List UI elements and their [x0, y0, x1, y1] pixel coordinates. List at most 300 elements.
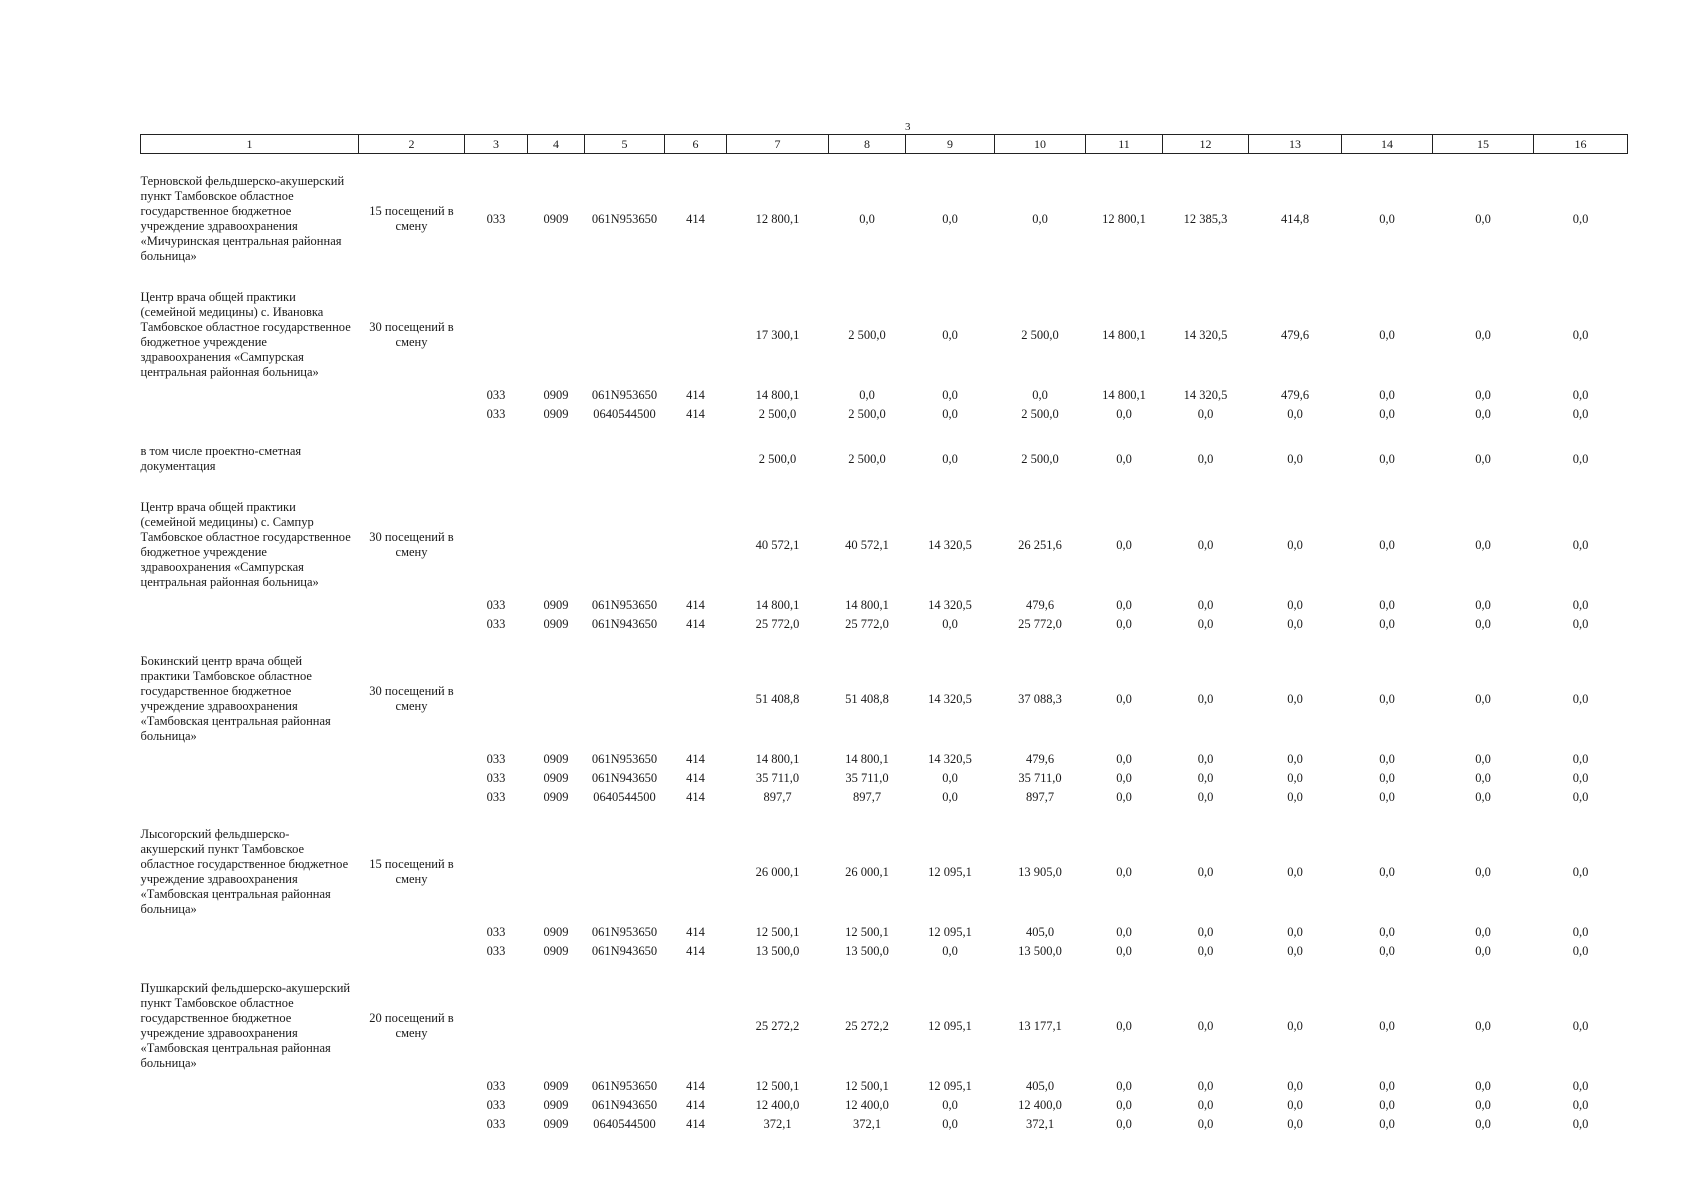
table-cell: 414 — [686, 1079, 705, 1093]
table-cell: 0,0 — [1475, 537, 1491, 552]
column-header: 7 — [727, 135, 829, 154]
table-cell: 0,0 — [1475, 691, 1491, 706]
table-row-subitem — [141, 1096, 1628, 1115]
table-cell: 12 400,0 — [755, 1098, 800, 1112]
table-cell: 13 500,0 — [755, 944, 800, 958]
table-cell: 061N953650 — [591, 925, 658, 939]
spacer-cell — [141, 634, 1628, 648]
table-cell: 0,0 — [1116, 451, 1132, 466]
table-cell: 033 — [486, 790, 506, 804]
table-cell — [665, 821, 727, 923]
table-cell: 0,0 — [942, 211, 958, 226]
table-cell: 0,0 — [1287, 790, 1303, 804]
table-cell — [528, 648, 585, 750]
table-cell: 0640544500 — [593, 1117, 656, 1131]
table-cell: 0,0 — [1379, 1098, 1395, 1112]
table-cell: 0,0 — [1379, 451, 1395, 466]
table-cell: 12 800,1 — [755, 211, 800, 226]
table-cell: 0640544500 — [593, 790, 656, 804]
institution-name — [141, 615, 359, 634]
table-cell: 0,0 — [1116, 1117, 1132, 1131]
table-cell: 0,0 — [1116, 598, 1132, 612]
table-cell: 25 772,0 — [845, 617, 889, 631]
table-cell: 0,0 — [1475, 327, 1491, 342]
spacer-cell — [141, 807, 1628, 821]
table-cell: 12 095,1 — [928, 925, 972, 939]
table-cell: 0,0 — [1287, 752, 1303, 766]
table-cell: 0,0 — [1572, 1079, 1589, 1093]
table-cell: 0909 — [543, 752, 569, 766]
table-cell: 2 500,0 — [1021, 451, 1059, 466]
table-cell: 061N943650 — [591, 1098, 658, 1112]
table-cell: 2 500,0 — [1021, 327, 1059, 342]
table-cell: 061N943650 — [591, 771, 658, 785]
budget-table — [140, 134, 1628, 1134]
table-cell — [528, 438, 585, 480]
table-row-institution — [141, 975, 1628, 1077]
spacer-cell — [141, 424, 1628, 438]
table-cell: 0,0 — [1197, 771, 1214, 785]
column-header: 9 — [906, 135, 995, 154]
table-cell: 0,0 — [1379, 388, 1395, 402]
table-cell: 0,0 — [1032, 211, 1048, 226]
table-cell: 414 — [686, 407, 705, 421]
table-cell: 0,0 — [1197, 1018, 1214, 1033]
column-header: 14 — [1342, 135, 1433, 154]
table-cell: 0,0 — [1197, 1117, 1214, 1131]
row-spacer — [141, 270, 1628, 284]
table-cell: 14 800,1 — [845, 752, 889, 766]
table-cell: 35 711,0 — [1018, 771, 1062, 785]
capacity-cell — [359, 750, 465, 769]
column-header: 8 — [829, 135, 906, 154]
spacer-cell — [141, 270, 1628, 284]
table-cell: 12 385,3 — [1183, 211, 1228, 226]
row-spacer — [141, 154, 1628, 169]
table-cell: 14 320,5 — [928, 598, 972, 612]
table-row-subitem — [141, 405, 1628, 424]
institution-name — [141, 788, 359, 807]
capacity-cell — [359, 615, 465, 634]
table-cell: 0,0 — [1379, 752, 1395, 766]
table-cell: 033 — [486, 617, 506, 631]
table-cell: 0,0 — [1475, 451, 1491, 466]
table-cell — [528, 284, 585, 386]
table-row-subitem — [141, 1115, 1628, 1134]
institution-name: Центр врача общей практики (семейной медицины) с. Ивановка Тамбовское областное государственное бюджетное учреждение здравоохранения «Сампурская центральная районная больница» — [140, 290, 351, 379]
column-header: 3 — [465, 135, 528, 154]
institution-name — [141, 769, 359, 788]
table-cell: 372,1 — [1025, 1117, 1055, 1131]
table-cell: 0,0 — [1116, 1098, 1132, 1112]
table-cell: 0,0 — [1475, 790, 1491, 804]
table-cell: 0,0 — [1379, 598, 1395, 612]
table-cell: 0,0 — [1287, 617, 1303, 631]
table-cell: 0909 — [543, 407, 569, 421]
institution-name — [141, 1115, 359, 1134]
table-cell: 14 800,1 — [755, 598, 800, 612]
table-cell: 0909 — [543, 1117, 569, 1131]
table-row-subitem — [141, 769, 1628, 788]
table-cell — [665, 438, 727, 480]
capacity-cell: 30 посещений в смену — [369, 684, 454, 713]
table-cell: 0909 — [543, 790, 569, 804]
table-cell: 0909 — [543, 211, 569, 226]
table-cell: 0640544500 — [593, 407, 656, 421]
column-header: 4 — [528, 135, 585, 154]
table-cell — [465, 648, 528, 750]
table-row-subitem — [141, 1077, 1628, 1096]
table-cell: 897,7 — [1025, 790, 1055, 804]
table-cell: 479,6 — [1025, 752, 1055, 766]
table-cell: 0,0 — [1379, 1117, 1395, 1131]
table-cell: 12 095,1 — [928, 1018, 972, 1033]
table-row-institution — [141, 494, 1628, 596]
table-row-subitem — [141, 750, 1628, 769]
table-cell: 0,0 — [1197, 1079, 1214, 1093]
table-cell: 0,0 — [1572, 598, 1589, 612]
table-cell: 0,0 — [1197, 407, 1214, 421]
table-cell: 033 — [486, 407, 506, 421]
table-cell: 0909 — [543, 617, 569, 631]
table-cell: 414 — [686, 925, 705, 939]
table-cell: 0,0 — [1287, 451, 1303, 466]
table-cell: 0,0 — [1572, 211, 1589, 226]
institution-name: Терновской фельдшерско-акушерский пункт Тамбовское областное государственное бюджетное учреждение здравоохранения «Мичуринская центральная районная больница» — [140, 174, 345, 263]
table-cell: 14 320,5 — [1183, 327, 1228, 342]
table-cell: 0,0 — [1379, 944, 1395, 958]
table-cell: 0,0 — [1475, 388, 1491, 402]
column-header: 5 — [585, 135, 665, 154]
table-cell: 0909 — [543, 1079, 569, 1093]
table-row-subitem — [141, 386, 1628, 405]
capacity-cell: 30 посещений в смену — [369, 320, 454, 349]
table-cell — [665, 648, 727, 750]
table-cell: 0,0 — [1197, 598, 1214, 612]
table-cell: 033 — [486, 388, 506, 402]
table-cell: 14 800,1 — [1102, 327, 1146, 342]
institution-name: в том числе проектно-сметная документация — [140, 444, 302, 473]
table-cell: 0,0 — [1116, 790, 1132, 804]
table-cell: 0909 — [543, 944, 569, 958]
row-spacer — [141, 807, 1628, 821]
table-cell: 2 500,0 — [1021, 407, 1059, 421]
table-cell: 12 400,0 — [1018, 1098, 1062, 1112]
table-cell: 51 408,8 — [755, 691, 800, 706]
table-cell: 0,0 — [942, 617, 958, 631]
row-spacer — [141, 424, 1628, 438]
table-cell: 0,0 — [1475, 925, 1491, 939]
table-cell: 13 905,0 — [1018, 864, 1062, 879]
column-number-row — [141, 135, 1628, 154]
table-cell: 0,0 — [1572, 1117, 1589, 1131]
table-cell: 897,7 — [763, 790, 792, 804]
table-cell — [585, 648, 665, 750]
table-cell: 0,0 — [1287, 407, 1303, 421]
row-spacer — [141, 961, 1628, 975]
table-cell: 17 300,1 — [755, 327, 800, 342]
table-cell — [528, 975, 585, 1077]
table-cell: 0,0 — [1197, 617, 1214, 631]
table-cell: 0909 — [543, 388, 569, 402]
table-cell: 25 772,0 — [1018, 617, 1062, 631]
table-cell: 061N943650 — [591, 944, 658, 958]
table-cell: 0,0 — [1572, 327, 1589, 342]
table-cell: 405,0 — [1025, 925, 1055, 939]
table-cell: 0,0 — [1116, 944, 1132, 958]
table-cell: 0,0 — [942, 771, 958, 785]
table-cell: 0,0 — [1197, 925, 1214, 939]
table-cell — [585, 975, 665, 1077]
table-cell: 0,0 — [859, 388, 875, 402]
table-cell: 0,0 — [942, 407, 958, 421]
spacer-cell — [141, 961, 1628, 975]
capacity-cell: 15 посещений в смену — [369, 857, 454, 886]
capacity-cell — [359, 596, 465, 615]
table-cell: 414 — [686, 752, 705, 766]
table-cell: 0,0 — [942, 944, 958, 958]
table-cell: 0,0 — [1572, 925, 1589, 939]
table-cell: 0,0 — [1287, 1098, 1303, 1112]
table-cell: 40 572,1 — [755, 537, 800, 552]
table-cell: 0,0 — [1475, 864, 1491, 879]
table-cell: 12 500,1 — [755, 925, 800, 939]
table-cell: 414 — [686, 1098, 705, 1112]
table-cell: 0,0 — [1287, 537, 1303, 552]
table-cell: 0,0 — [1572, 388, 1589, 402]
table-cell: 414 — [686, 1117, 705, 1131]
table-cell — [585, 494, 665, 596]
table-cell: 0,0 — [1197, 1098, 1214, 1112]
table-row-subitem — [141, 788, 1628, 807]
table-cell: 0,0 — [1287, 925, 1303, 939]
table-cell: 12 400,0 — [845, 1098, 889, 1112]
table-cell: 414 — [686, 598, 705, 612]
column-header: 15 — [1433, 135, 1534, 154]
table-cell: 0,0 — [1116, 407, 1132, 421]
table-cell: 0,0 — [1116, 771, 1132, 785]
row-spacer — [141, 634, 1628, 648]
table-cell: 479,6 — [1280, 388, 1310, 402]
table-cell: 0,0 — [942, 790, 958, 804]
table-cell: 0,0 — [1379, 211, 1395, 226]
table-cell — [665, 284, 727, 386]
table-cell: 0,0 — [1287, 691, 1303, 706]
institution-name: Лысогорский фельдшерско-акушерский пункт Тамбовское областное государственное бюджетное учреждение здравоохранения «Тамбовская центральная районная больница» — [140, 827, 349, 916]
table-cell: 033 — [486, 752, 506, 766]
table-cell: 51 408,8 — [845, 691, 889, 706]
table-cell: 14 800,1 — [755, 752, 800, 766]
table-cell: 0,0 — [1116, 537, 1132, 552]
table-cell: 2 500,0 — [758, 451, 797, 466]
table-cell: 414 — [686, 771, 705, 785]
column-header: 10 — [995, 135, 1086, 154]
table-cell: 14 320,5 — [928, 691, 972, 706]
table-cell: 0909 — [543, 1098, 569, 1112]
table-cell: 0,0 — [1287, 1018, 1303, 1033]
table-cell — [665, 494, 727, 596]
table-cell: 061N953650 — [591, 752, 658, 766]
table-cell: 0,0 — [1572, 752, 1589, 766]
table-cell: 0,0 — [1197, 537, 1214, 552]
spacer-cell — [141, 480, 1628, 494]
table-cell — [465, 438, 528, 480]
table-cell: 0,0 — [1475, 598, 1491, 612]
table-cell: 40 572,1 — [845, 537, 889, 552]
table-cell: 0,0 — [1379, 407, 1395, 421]
table-cell: 0,0 — [1475, 407, 1491, 421]
table-cell: 25 272,2 — [755, 1018, 800, 1033]
table-cell: 13 500,0 — [1018, 944, 1062, 958]
row-spacer — [141, 480, 1628, 494]
table-row-subitem — [141, 923, 1628, 942]
institution-name — [141, 386, 359, 405]
table-cell: 0,0 — [1572, 451, 1589, 466]
capacity-cell: 20 посещений в смену — [369, 1011, 454, 1040]
table-cell: 897,7 — [852, 790, 882, 804]
table-row-institution — [141, 821, 1628, 923]
table-cell: 12 095,1 — [928, 1079, 972, 1093]
table-cell: 0,0 — [1379, 1018, 1395, 1033]
column-header: 13 — [1249, 135, 1342, 154]
table-cell: 26 000,1 — [755, 864, 800, 879]
table-cell: 372,1 — [852, 1117, 882, 1131]
table-cell: 372,1 — [763, 1117, 792, 1131]
institution-name — [141, 405, 359, 424]
table-cell: 0,0 — [1475, 771, 1491, 785]
table-cell: 0,0 — [1379, 691, 1395, 706]
table-cell: 2 500,0 — [758, 407, 797, 421]
table-cell: 0,0 — [1475, 944, 1491, 958]
table-cell: 12 800,1 — [1102, 211, 1146, 226]
table-cell: 033 — [486, 1079, 506, 1093]
table-cell: 033 — [486, 1098, 506, 1112]
capacity-cell: 30 посещений в смену — [369, 530, 454, 559]
institution-name: Бокинский центр врача общей практики Тамбовское областное государственное бюджетное учреждение здравоохранения «Тамбовская центральная районная больница» — [140, 654, 331, 743]
table-cell: 0,0 — [942, 1117, 958, 1131]
table-cell: 414 — [686, 211, 705, 226]
institution-name — [141, 942, 359, 961]
table-cell: 0,0 — [1475, 1098, 1491, 1112]
table-cell: 0,0 — [1572, 1098, 1589, 1112]
table-cell — [665, 975, 727, 1077]
table-cell: 0,0 — [942, 388, 958, 402]
table-cell: 0,0 — [1572, 691, 1589, 706]
table-cell: 0,0 — [1197, 864, 1214, 879]
table-cell: 14 800,1 — [755, 388, 800, 402]
table-cell: 0,0 — [1197, 944, 1214, 958]
table-cell — [465, 494, 528, 596]
table-cell: 0,0 — [1475, 1079, 1491, 1093]
table-cell: 061N953650 — [591, 598, 658, 612]
table-cell: 0,0 — [1197, 451, 1214, 466]
table-cell: 13 500,0 — [845, 944, 889, 958]
capacity-cell — [359, 942, 465, 961]
institution-name — [141, 1077, 359, 1096]
table-cell: 033 — [486, 925, 506, 939]
table-cell — [528, 821, 585, 923]
table-cell: 033 — [486, 598, 506, 612]
table-row-institution — [141, 648, 1628, 750]
table-cell — [528, 494, 585, 596]
table-cell: 033 — [486, 771, 506, 785]
table-cell: 0,0 — [1032, 388, 1048, 402]
column-header: 6 — [665, 135, 727, 154]
table-cell: 0,0 — [1379, 537, 1395, 552]
table-header — [141, 135, 1628, 154]
table-cell: 0,0 — [1572, 537, 1589, 552]
capacity-cell — [359, 769, 465, 788]
column-header: 16 — [1534, 135, 1628, 154]
table-cell: 37 088,3 — [1018, 691, 1062, 706]
column-header: 2 — [359, 135, 465, 154]
table-row-subitem — [141, 596, 1628, 615]
capacity-cell — [359, 405, 465, 424]
table-cell: 0,0 — [1116, 752, 1132, 766]
table-cell: 061N953650 — [591, 211, 658, 226]
table-cell: 0,0 — [1287, 944, 1303, 958]
institution-name — [141, 750, 359, 769]
table-cell: 26 251,6 — [1018, 537, 1062, 552]
table-cell: 12 500,1 — [755, 1079, 800, 1093]
table-cell: 13 177,1 — [1018, 1018, 1062, 1033]
table-cell: 0,0 — [1116, 925, 1132, 939]
table-cell: 0,0 — [1379, 925, 1395, 939]
table-cell: 14 320,5 — [928, 537, 972, 552]
table-cell: 0,0 — [1379, 790, 1395, 804]
capacity-cell — [359, 923, 465, 942]
table-cell: 2 500,0 — [848, 407, 886, 421]
table-cell: 0,0 — [1197, 752, 1214, 766]
table-cell: 12 500,1 — [845, 925, 889, 939]
table-cell: 14 800,1 — [845, 598, 889, 612]
table-cell: 0,0 — [1379, 1079, 1395, 1093]
column-header: 11 — [1086, 135, 1163, 154]
table-cell: 0,0 — [942, 1098, 958, 1112]
table-cell: 14 320,5 — [1183, 388, 1228, 402]
table-cell: 2 500,0 — [848, 327, 886, 342]
table-cell: 0,0 — [1287, 771, 1303, 785]
table-cell: 0,0 — [942, 327, 958, 342]
capacity-cell — [359, 1115, 465, 1134]
capacity-cell — [359, 1096, 465, 1115]
table-cell: 0,0 — [1116, 1079, 1132, 1093]
table-row-subitem — [141, 615, 1628, 634]
table-cell: 0,0 — [1116, 1018, 1132, 1033]
table-cell: 0909 — [543, 771, 569, 785]
table-cell: 414 — [686, 617, 705, 631]
capacity-cell — [359, 438, 465, 480]
table-cell: 2 500,0 — [848, 451, 886, 466]
table-cell: 0,0 — [1475, 752, 1491, 766]
column-header: 1 — [141, 135, 359, 154]
institution-name: Пушкарский фельдшерско-акушерский пункт Тамбовское областное государственное бюджетное учреждение здравоохранения «Тамбовская центральная районная больница» — [140, 981, 351, 1070]
table-cell: 033 — [486, 211, 506, 226]
table-cell: 414 — [686, 790, 705, 804]
table-cell: 25 772,0 — [755, 617, 800, 631]
capacity-cell — [359, 788, 465, 807]
table-cell: 0,0 — [1197, 790, 1214, 804]
table-cell: 0,0 — [1116, 617, 1132, 631]
table-cell: 061N953650 — [591, 388, 658, 402]
table-cell: 0,0 — [1572, 1018, 1589, 1033]
table-cell — [585, 284, 665, 386]
table-cell — [465, 284, 528, 386]
table-cell: 0,0 — [1379, 771, 1395, 785]
institution-name — [141, 1096, 359, 1115]
capacity-cell — [359, 386, 465, 405]
table-row-institution — [141, 438, 1628, 480]
